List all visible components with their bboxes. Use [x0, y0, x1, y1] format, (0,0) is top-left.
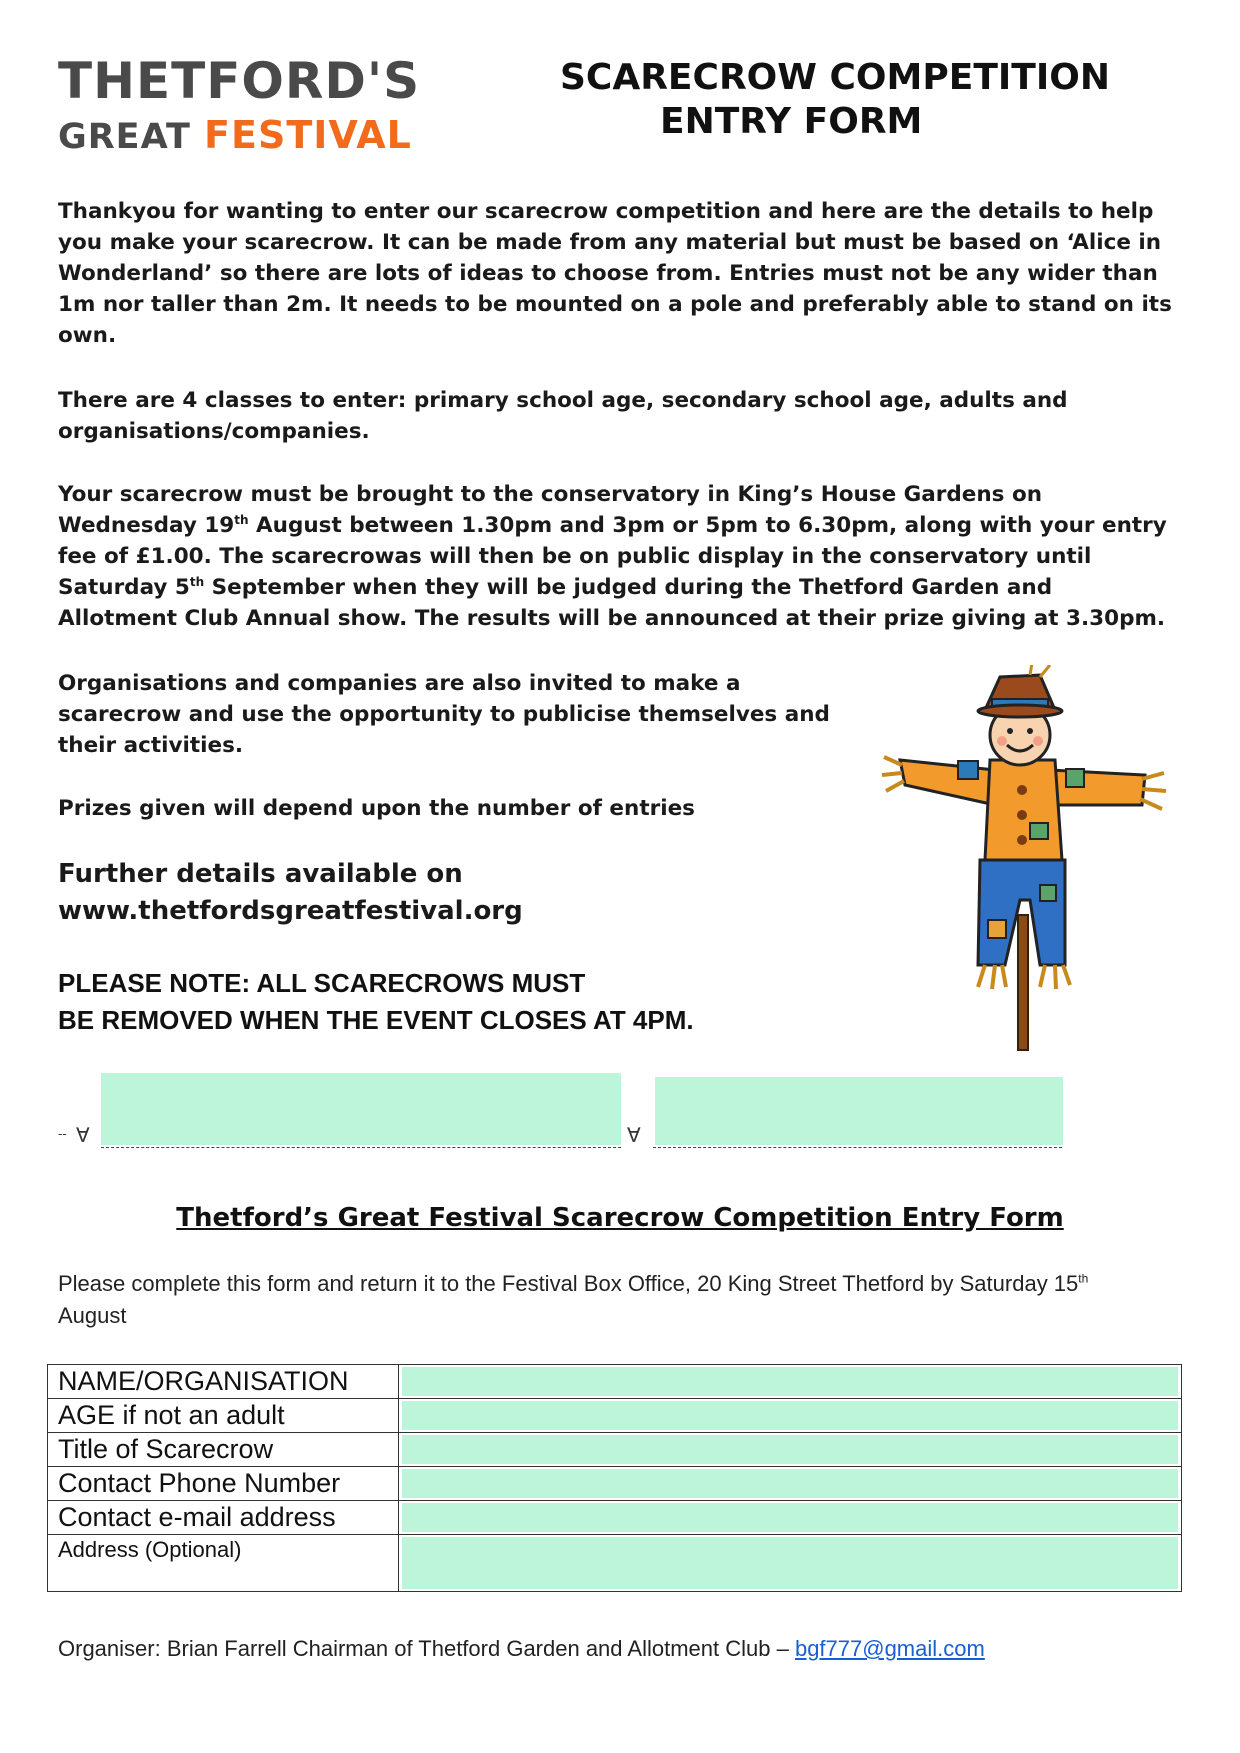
- table-row: [48, 1433, 1182, 1467]
- phone-field-input[interactable]: [402, 1469, 1178, 1498]
- cut-line: [58, 1123, 1062, 1151]
- scarecrow-illustration: [880, 665, 1170, 1055]
- removal-note: [58, 965, 694, 1039]
- logo-title: THETFORD'S: [58, 52, 421, 110]
- table-row: [48, 1535, 1182, 1592]
- p3-text-a: Your scarecrow must be brought to the conservatory in King’s House Gardens on Wednesday 19: [58, 482, 1043, 538]
- instruction-text-b: August: [58, 1303, 127, 1328]
- email-link[interactable]: bgf777@gmail.com: [794, 1636, 985, 1661]
- field-label-address: Address (Optional): [48, 1535, 399, 1592]
- organiser-footer: [58, 1636, 985, 1662]
- age-field[interactable]: [399, 1399, 1182, 1433]
- field-label-age: AGE if not an adult: [48, 1399, 399, 1433]
- email-field[interactable]: [399, 1501, 1182, 1535]
- intro-paragraph-2: There are 4 classes to enter: primary school age, secondary school age, adults and organisations/companies.: [58, 388, 1068, 444]
- title-field[interactable]: [399, 1433, 1182, 1467]
- table-row: [48, 1501, 1182, 1535]
- table-row: [48, 1365, 1182, 1399]
- further-details: [58, 856, 523, 930]
- dashed-rule-right: [653, 1147, 1062, 1148]
- logo-great: GREAT: [58, 117, 191, 157]
- intro-paragraph-5: Prizes given will depend upon the number of entries: [58, 796, 695, 821]
- form-instruction: [58, 1268, 1158, 1332]
- page-title: [560, 56, 1180, 144]
- field-label-title: Title of Scarecrow: [48, 1433, 399, 1467]
- website-text: www.thetfordsgreatfestival.org: [58, 896, 523, 926]
- instruction-sup: th: [1078, 1271, 1089, 1286]
- further-line-1: Further details available on: [58, 859, 463, 889]
- table-row: [48, 1399, 1182, 1433]
- entry-form-table: [47, 1364, 1182, 1592]
- logo-subtitle: [58, 113, 412, 157]
- name-field[interactable]: [399, 1365, 1182, 1399]
- title-field-input[interactable]: [402, 1435, 1178, 1464]
- field-label-phone: Contact Phone Number: [48, 1467, 399, 1501]
- intro-paragraph-4: Organisations and companies are also invited to make a scarecrow and use the opportunity to publicise themselves and their activities.: [58, 671, 830, 758]
- field-label-name: NAME/ORGANISATION: [48, 1365, 399, 1399]
- intro-paragraph-3: [58, 479, 1178, 634]
- instruction-text-a: Please complete this form and return it to the Festival Box Office, 20 King Street Thetford by Saturday 15: [58, 1271, 1079, 1296]
- intro-paragraph-1: Thankyou for wanting to enter our scarecrow competition and here are the details to help you make your scarecrow. It can be made from any material but must be based on ‘Alice in Wonderland’ so there are lots of ideas to choose from. Entries must not be any wider than 1m nor taller than 2m. It needs to be mounted on a pole and preferably able to stand on its own.: [58, 199, 1172, 348]
- note-line-1: PLEASE NOTE: ALL SCARECROWS MUST: [58, 968, 586, 998]
- table-row: [48, 1467, 1182, 1501]
- cut-line-lead: --: [58, 1127, 67, 1141]
- address-field-input[interactable]: [402, 1537, 1178, 1589]
- age-field-input[interactable]: [402, 1401, 1178, 1430]
- dashed-rule-left: [101, 1147, 621, 1148]
- name-field-input[interactable]: [402, 1367, 1178, 1396]
- phone-field[interactable]: [399, 1467, 1182, 1501]
- scissors-icon-left: ∀: [76, 1123, 90, 1147]
- p3-text-b: August between 1.30pm and 3pm or 5pm to 6.30pm, along with your entry fee of £1.00. The scarecrowas will then be on public display in the conservatory until Saturday 5: [58, 513, 1167, 600]
- title-line-2: ENTRY FORM: [660, 101, 923, 142]
- p3-text-c: September when they will be judged during the Thetford Garden and Allotment Club Annual show. The results will be announced at their prize giving at 3.30pm.: [58, 575, 1166, 631]
- p3-sup-2: th: [189, 574, 205, 589]
- address-field[interactable]: [399, 1535, 1182, 1592]
- email-field-input[interactable]: [402, 1503, 1178, 1532]
- form-title: Thetford’s Great Festival Scarecrow Competition Entry Form: [176, 1203, 1064, 1233]
- footer-text: Organiser: Brian Farrell Chairman of Thetford Garden and Allotment Club –: [58, 1636, 795, 1661]
- scissors-icon-right: ∀: [627, 1123, 641, 1147]
- p3-sup-1: th: [234, 512, 249, 527]
- field-label-email: Contact e-mail address: [48, 1501, 399, 1535]
- title-line-1: SCARECROW COMPETITION: [560, 57, 1110, 98]
- note-line-2: BE REMOVED WHEN THE EVENT CLOSES AT 4PM.: [58, 1005, 694, 1035]
- logo-festival: FESTIVAL: [204, 113, 412, 157]
